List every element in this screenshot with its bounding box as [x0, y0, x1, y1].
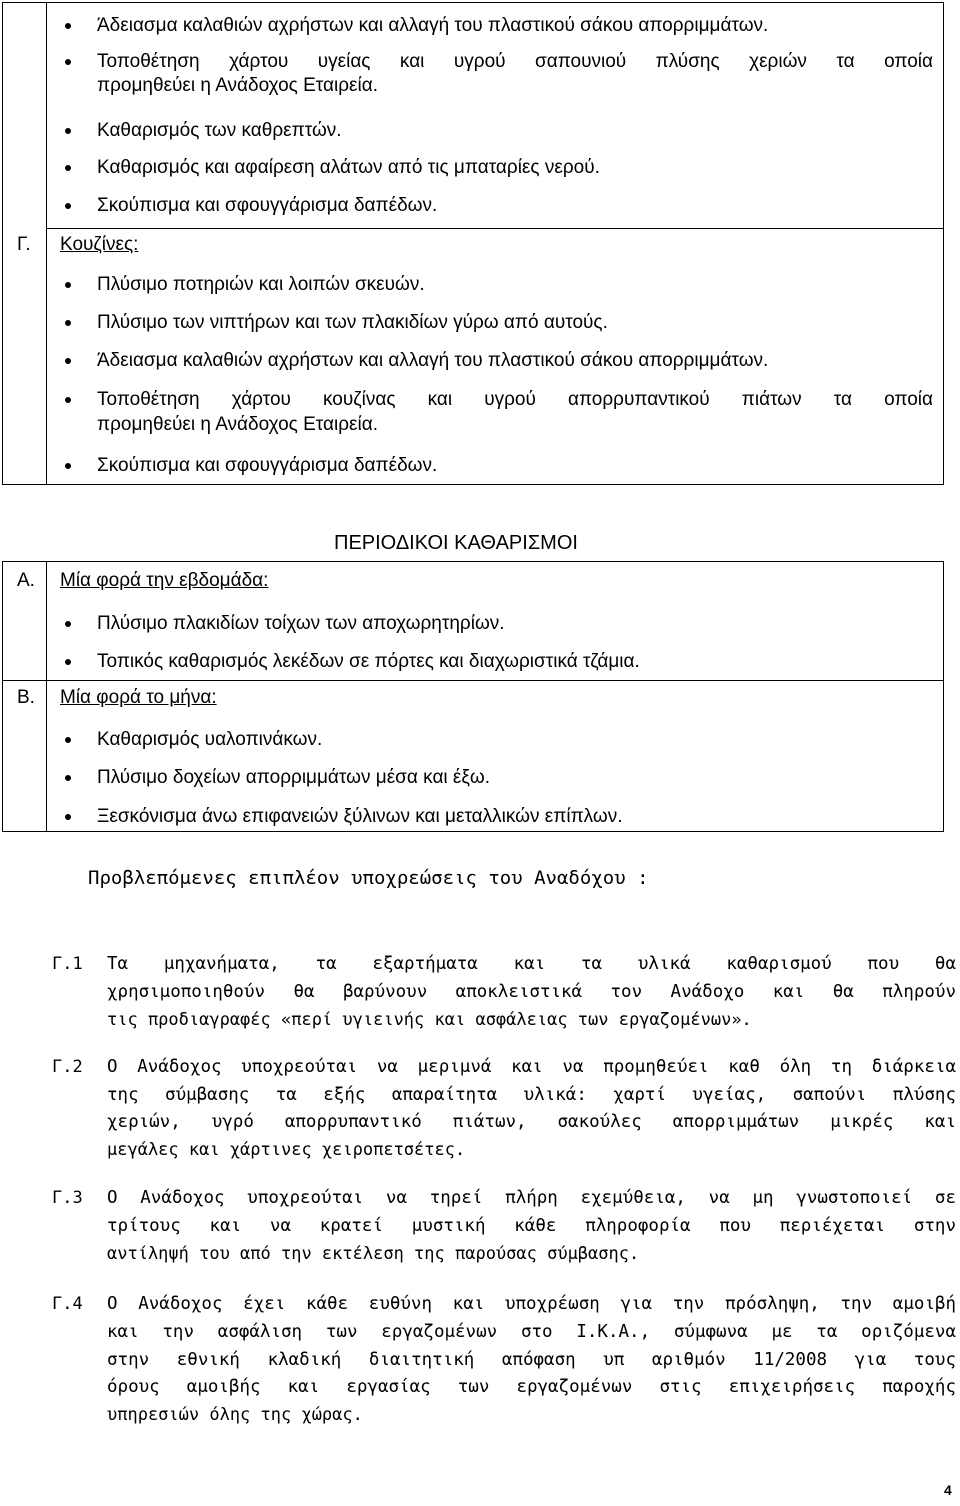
list-item: Καθαρισμός υαλοπινάκων.: [97, 729, 323, 750]
paragraph-line: χρησιμοποιηθούν θα βαρύνουν αποκλειστικά τον Ανάδοχο και θα πληρούν: [107, 982, 956, 1002]
bullet: [65, 282, 71, 288]
paragraph-line: της σύμβασης τα εξής απαραίτητα υλικά: χαρτί υγείας, σαπούνι πλύσης: [107, 1085, 956, 1105]
paragraph-line: υπηρεσιών όλης της χώρας.: [107, 1405, 363, 1425]
paragraph-line: και την ασφάλιση των εργαζομένων στο Ι.Κ.Α., σύμφωνα με τα οριζόμενα: [107, 1322, 956, 1342]
bullet: [65, 59, 71, 65]
item-number: Γ.4: [52, 1294, 83, 1314]
list-item: Άδειασμα καλαθιών αχρήστων και αλλαγή του πλαστικού σάκου απορριμμάτων.: [97, 350, 769, 371]
bullet: [65, 621, 71, 627]
bullet: [65, 737, 71, 743]
bullet: [65, 775, 71, 781]
bullet: [65, 659, 71, 665]
section-title-monthly: Μία φορά το μήνα:: [60, 687, 217, 708]
paragraph-line: μεγάλες και χάρτινες χειροπετσέτες.: [107, 1140, 466, 1160]
bullet: [65, 165, 71, 171]
list-item: Πλύσιμο δοχείων απορριμμάτων μέσα και έξω.: [97, 767, 491, 788]
paragraph-line: τρίτους και να κρατεί μυστική κάθε πληροφορία που περιέχεται στην: [107, 1216, 956, 1236]
list-item: Καθαρισμός και αφαίρεση αλάτων από τις μπαταρίες νερού.: [97, 157, 600, 178]
item-number: Γ.2: [52, 1057, 83, 1077]
list-item: Άδειασμα καλαθιών αχρήστων και αλλαγή του πλαστικού σάκου απορριμμάτων.: [97, 15, 769, 36]
paragraph-line: τις προδιαγραφές «περί υγιεινής και ασφάλειας των εργαζομένων».: [107, 1010, 752, 1030]
bullet: [65, 397, 71, 403]
list-item: Ξεσκόνισμα άνω επιφανειών ξύλινων και μεταλλικών επίπλων.: [97, 806, 623, 827]
bullet: [65, 814, 71, 820]
bullet: [65, 203, 71, 209]
list-item: Τοποθέτηση χάρτου υγείας και υγρού σαπουνιού πλύσης χεριών τα οποία: [97, 51, 933, 72]
obligations-heading: Προβλεπόμενες επιπλέον υποχρεώσεις του Αναδόχου :: [88, 867, 649, 889]
list-item: Σκούπισμα και σφουγγάρισμα δαπέδων.: [97, 195, 438, 216]
list-item: Πλύσιμο των νιπτήρων και των πλακιδίων γύρω από αυτούς.: [97, 312, 608, 333]
section-letter: Α.: [17, 570, 35, 591]
list-item: Τοποθέτηση χάρτου κουζίνας και υγρού απορρυπαντικού πιάτων τα οποία: [97, 389, 933, 410]
paragraph-line: όρους αμοιβής και εργασίας των εργαζομένων στις επιχειρήσεις παροχής: [107, 1377, 956, 1397]
list-item-continuation: προμηθεύει η Ανάδοχος Εταιρεία.: [97, 414, 378, 435]
table-row-divider: [2, 680, 944, 681]
table-row-divider: [46, 228, 944, 229]
list-item: Σκούπισμα και σφουγγάρισμα δαπέδων.: [97, 455, 438, 476]
list-item-continuation: προμηθεύει η Ανάδοχος Εταιρεία.: [97, 75, 378, 96]
list-item: Πλύσιμο ποτηριών και λοιπών σκευών.: [97, 274, 425, 295]
list-item: Καθαρισμός των καθρεπτών.: [97, 120, 342, 141]
list-item: Πλύσιμο πλακιδίων τοίχων των αποχωρητηρίων.: [97, 613, 505, 634]
paragraph-line: Ο Ανάδοχος υποχρεούται να μεριμνά και να προμηθεύει καθ όλη τη διάρκεια: [107, 1057, 956, 1077]
section-title-kitchens: Κουζίνες:: [60, 234, 139, 255]
bullet: [65, 358, 71, 364]
bullet: [65, 23, 71, 29]
bullet: [65, 463, 71, 469]
list-item: Τοπικός καθαρισμός λεκέδων σε πόρτες και διαχωριστικά τζάμια.: [97, 651, 640, 672]
paragraph-line: στην εθνική κλαδική διαιτητική απόφαση υπ αριθμόν 11/2008 για τους: [107, 1350, 956, 1370]
item-number: Γ.1: [52, 954, 83, 974]
section-letter: Γ.: [17, 234, 31, 255]
section-title-weekly: Μία φορά την εβδομάδα:: [60, 570, 269, 591]
paragraph-line: χεριών, υγρό απορρυπαντικό πιάτων, σακούλες απορριμμάτων μικρές και: [107, 1112, 956, 1132]
table-column-divider: [46, 2, 47, 485]
page-number: 4: [944, 1482, 952, 1498]
paragraph-line: Ο Ανάδοχος υποχρεούται να τηρεί πλήρη εχεμύθεια, να μη γνωστοποιεί σε: [107, 1188, 956, 1208]
table-column-divider: [46, 561, 47, 832]
item-number: Γ.3: [52, 1188, 83, 1208]
paragraph-line: Ο Ανάδοχος έχει κάθε ευθύνη και υποχρέωση για την πρόσληψη, την αμοιβή: [107, 1294, 956, 1314]
paragraph-line: Τα μηχανήματα, τα εξαρτήματα και τα υλικά καθαρισμού που θα: [107, 954, 956, 974]
bullet: [65, 320, 71, 326]
bullet: [65, 128, 71, 134]
paragraph-line: αντίληψή του από την εκτέλεση της παρούσας σύμβασης.: [107, 1244, 640, 1264]
section-letter: Β.: [17, 687, 35, 708]
periodic-cleaning-heading: ΠΕΡΙΟΔΙΚΟΙ ΚΑΘΑΡΙΣΜΟΙ: [334, 532, 578, 554]
